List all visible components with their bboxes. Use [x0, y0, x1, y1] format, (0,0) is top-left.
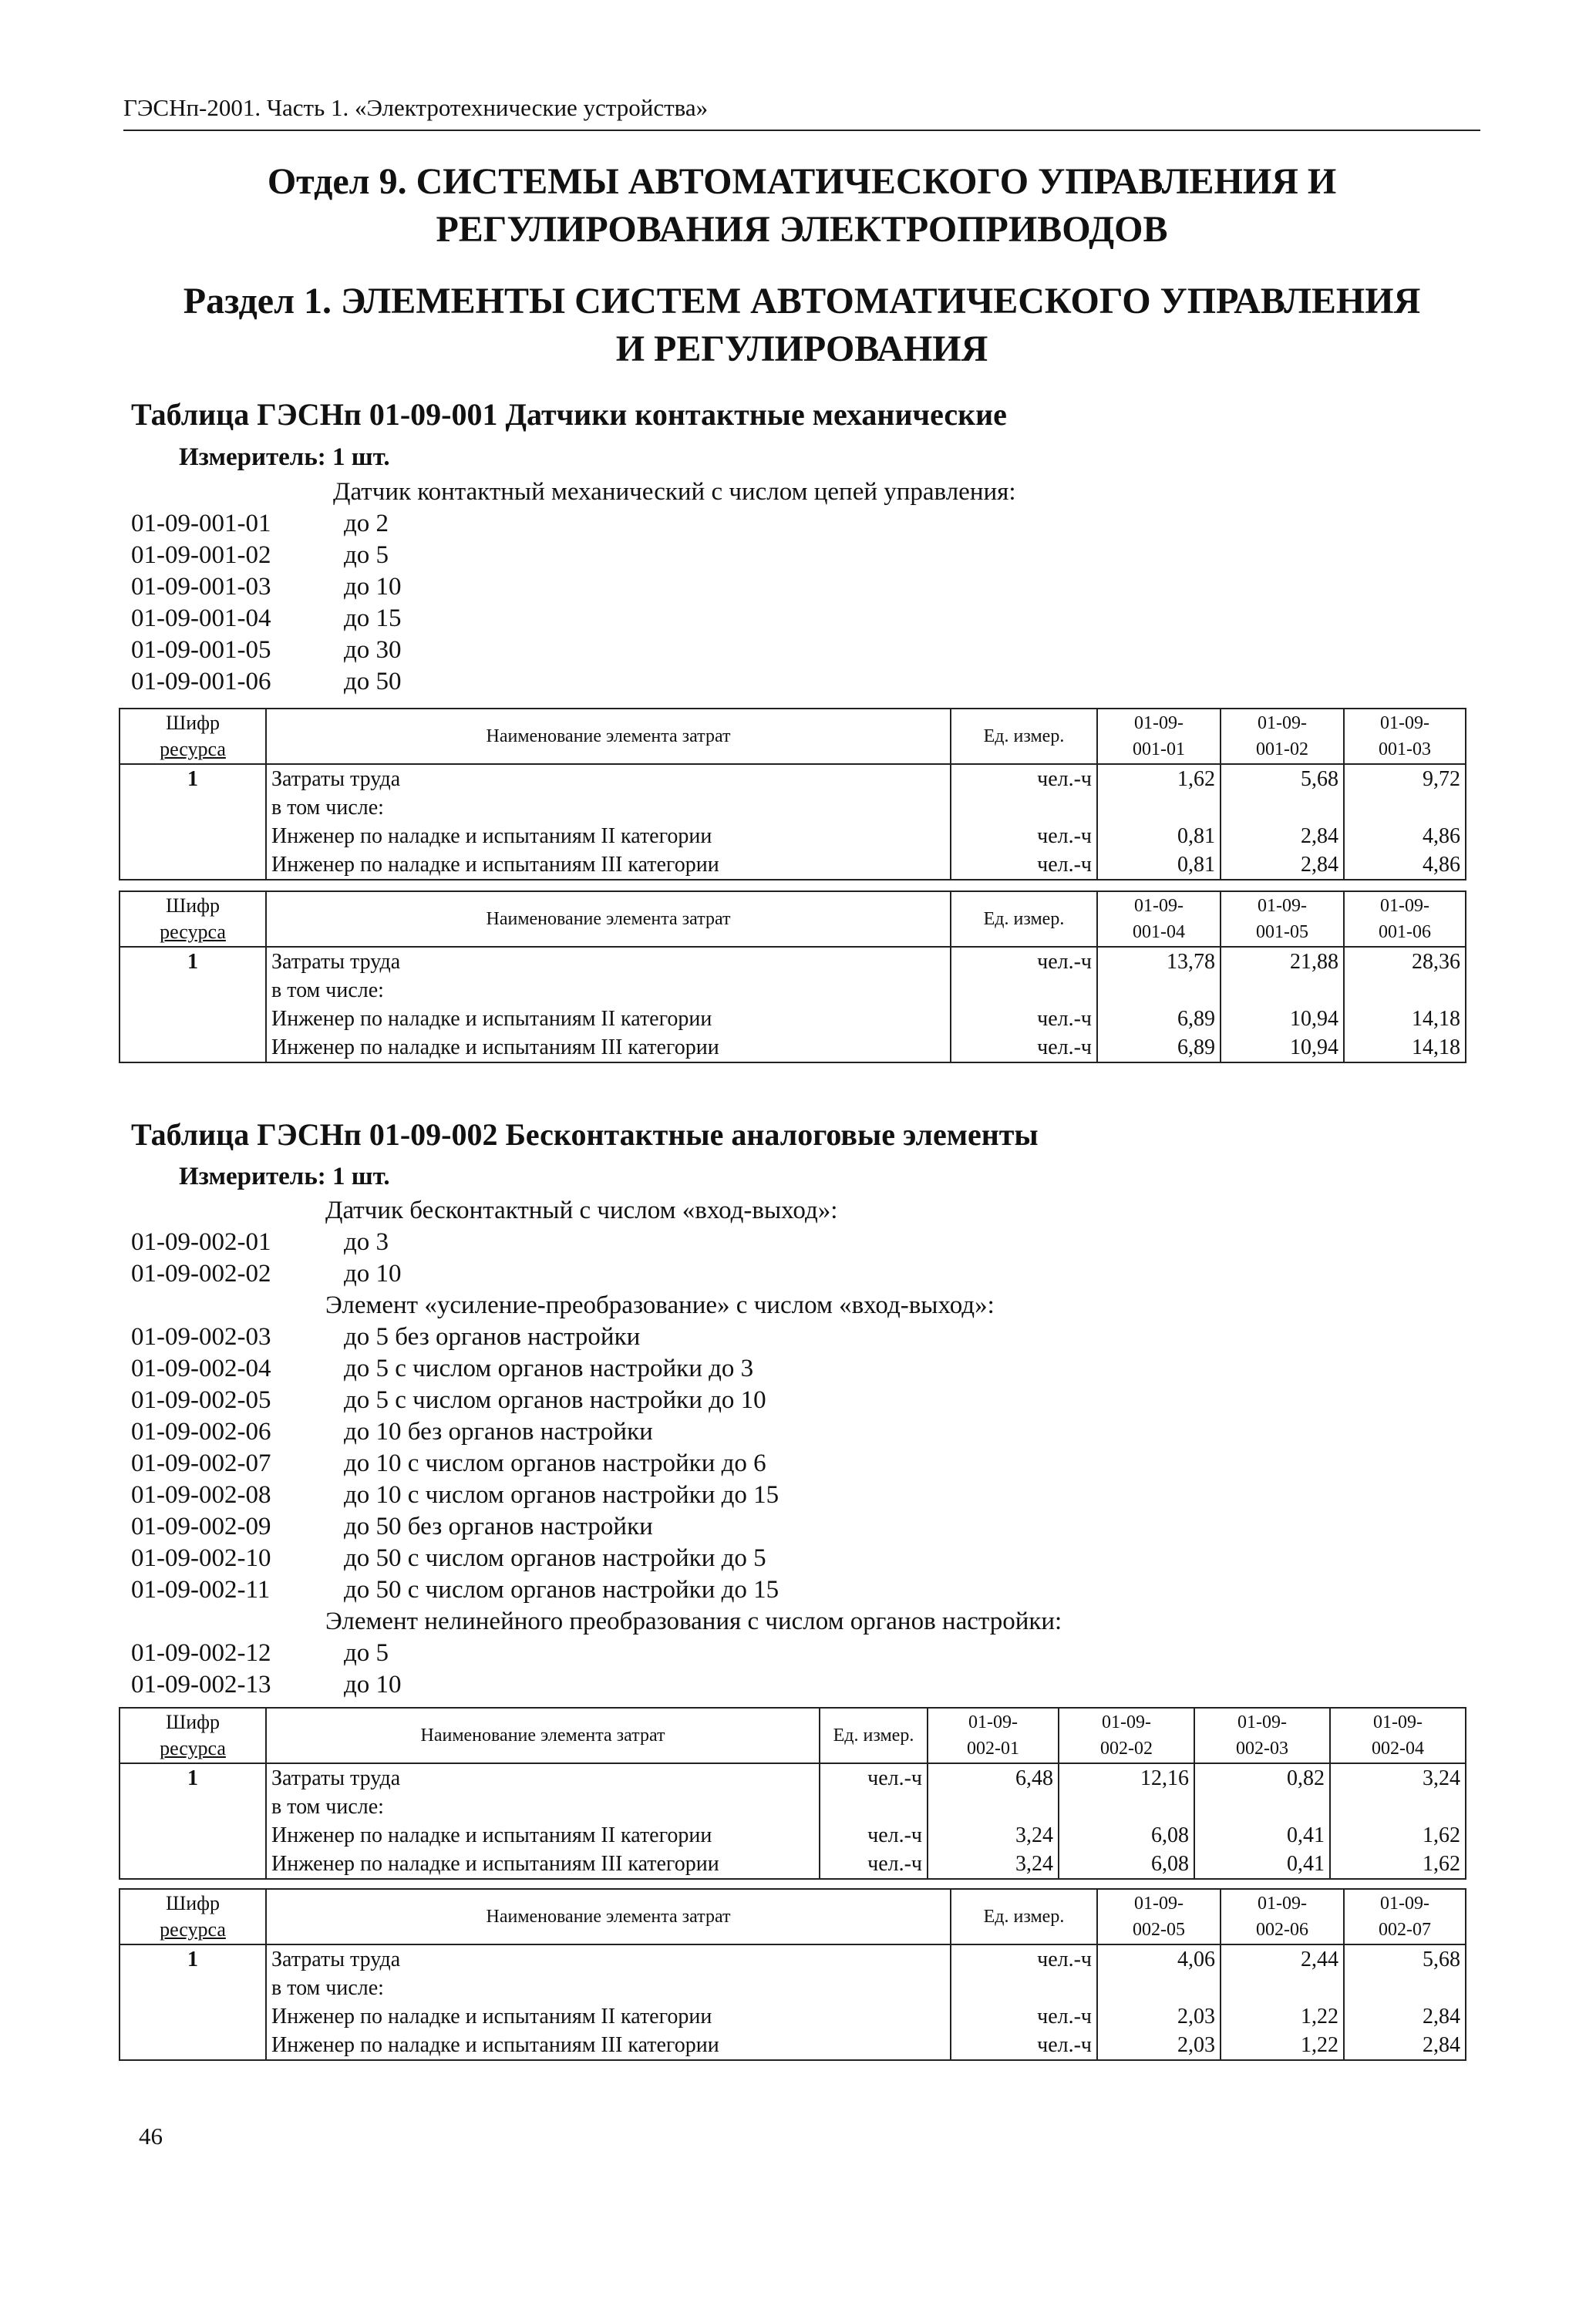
item-description: до 10 с числом органов настройки до 6: [344, 1449, 766, 1477]
table-01-09-001-intro: Датчик контактный механический с числом цепей управления:: [333, 478, 1016, 506]
item-description: до 5 с числом органов настройки до 10: [344, 1386, 766, 1414]
norm-code-header: 01-09- 002-03: [1194, 1708, 1330, 1763]
cost-element-name: Инженер по наладке и испытаниям II категории: [266, 2002, 951, 2031]
item-code: 01-09-002-01: [131, 1228, 271, 1256]
norms-table-01-09-001-block-1: [119, 708, 1466, 880]
norms-table-01-09-002-block-2: [119, 1888, 1466, 2061]
cost-element-name: Инженер по наладке и испытаниям III категории: [266, 1850, 820, 1879]
resource-code: 1: [120, 764, 266, 793]
table-row: [120, 2031, 1466, 2060]
resource-code-header: Шифр ресурса: [120, 1708, 266, 1763]
section-title-line-2: И РЕГУЛИРОВАНИЯ: [615, 328, 988, 369]
table-row: [120, 1974, 1466, 2002]
cost-element-name: в том числе:: [266, 976, 951, 1005]
norms-table-01-09-002-block-1: [119, 1707, 1466, 1880]
norm-value: 10,94: [1221, 1005, 1344, 1033]
norm-value: [1344, 976, 1466, 1005]
item-code: 01-09-002-07: [131, 1449, 271, 1477]
table-row: [120, 1005, 1466, 1033]
table-header-row: [120, 1889, 1466, 1944]
norm-value: [1194, 1793, 1330, 1821]
norm-value: 3,24: [928, 1821, 1059, 1850]
unit: чел.-ч: [951, 947, 1097, 976]
table-row: [120, 1793, 1466, 1821]
cost-element-name: Затраты труда: [266, 1944, 951, 1974]
norm-value: 2,03: [1097, 2031, 1221, 2060]
cost-element-name: в том числе:: [266, 1974, 951, 2002]
norm-value: 14,18: [1344, 1033, 1466, 1062]
norm-value: 2,03: [1097, 2002, 1221, 2031]
item-code: 01-09-002-06: [131, 1418, 271, 1446]
norm-value: [1059, 1793, 1194, 1821]
resource-code: [120, 1005, 266, 1033]
table-01-09-002-measure: Измеритель: 1 шт.: [179, 1163, 390, 1190]
item-description: до 30: [344, 636, 402, 664]
norm-value: 5,68: [1344, 1944, 1466, 1974]
norm-value: 3,24: [928, 1850, 1059, 1879]
unit-header: Ед. измер.: [951, 1889, 1097, 1944]
unit: [951, 976, 1097, 1005]
norm-value: 4,86: [1344, 822, 1466, 850]
table-row: [120, 850, 1466, 880]
resource-code: [120, 850, 266, 880]
norm-code-header: 01-09- 002-05: [1097, 1889, 1221, 1944]
norm-value: 1,62: [1097, 764, 1221, 793]
item-code: 01-09-001-06: [131, 668, 271, 695]
cost-element-name: в том числе:: [266, 1793, 820, 1821]
cost-element-header: Наименование элемента затрат: [266, 709, 951, 764]
norm-code-header: 01-09- 002-07: [1344, 1889, 1466, 1944]
unit: [951, 1974, 1097, 2002]
norm-value: 12,16: [1059, 1763, 1194, 1793]
table-header-row: [120, 1708, 1466, 1763]
resource-code: [120, 1821, 266, 1850]
norm-value: 0,41: [1194, 1850, 1330, 1879]
page-number: 46: [139, 2123, 163, 2150]
table-row: [120, 1944, 1466, 1974]
item-code: 01-09-001-03: [131, 573, 271, 601]
unit: чел.-ч: [951, 850, 1097, 880]
cost-element-name: в том числе:: [266, 793, 951, 822]
resource-code-header: Шифр ресурса: [120, 1889, 266, 1944]
norm-value: [1330, 1793, 1466, 1821]
norm-value: 6,08: [1059, 1821, 1194, 1850]
unit: чел.-ч: [820, 1850, 928, 1879]
table-row: [120, 1763, 1466, 1793]
cost-element-name: Инженер по наладке и испытаниям II категории: [266, 822, 951, 850]
norm-value: 2,84: [1344, 2031, 1466, 2060]
unit: чел.-ч: [951, 2031, 1097, 2060]
norm-value: 2,84: [1221, 850, 1344, 880]
unit: чел.-ч: [951, 822, 1097, 850]
cost-element-name: Затраты труда: [266, 1763, 820, 1793]
item-description: до 50 с числом органов настройки до 5: [344, 1544, 766, 1572]
norm-value: 1,22: [1221, 2002, 1344, 2031]
running-header: ГЭСНп-2001. Часть 1. «Электротехнические устройства»: [123, 94, 1480, 131]
unit: чел.-ч: [951, 1005, 1097, 1033]
cost-element-header: Наименование элемента затрат: [266, 1708, 820, 1763]
norm-value: 0,81: [1097, 822, 1221, 850]
resource-code: 1: [120, 1944, 266, 1974]
norm-value: [1221, 793, 1344, 822]
resource-code: [120, 976, 266, 1005]
item-description: до 50: [344, 668, 402, 695]
norm-value: 1,62: [1330, 1850, 1466, 1879]
norm-value: [1221, 1974, 1344, 2002]
cost-element-header: Наименование элемента затрат: [266, 891, 951, 947]
norms-table-01-09-001-block-2: [119, 891, 1466, 1063]
resource-code: [120, 1793, 266, 1821]
cost-element-name: Инженер по наладке и испытаниям II категории: [266, 1005, 951, 1033]
norm-value: 2,84: [1221, 822, 1344, 850]
norm-value: [1097, 976, 1221, 1005]
table-row: [120, 1850, 1466, 1879]
table-row: [120, 976, 1466, 1005]
norm-value: 21,88: [1221, 947, 1344, 976]
item-code: 01-09-002-13: [131, 1671, 271, 1699]
table-row: [120, 1821, 1466, 1850]
table-01-09-001-title: Таблица ГЭСНп 01-09-001 Датчики контактные механические: [131, 397, 1007, 432]
norm-value: 14,18: [1344, 1005, 1466, 1033]
norm-value: [928, 1793, 1059, 1821]
norm-value: 0,81: [1097, 850, 1221, 880]
item-code: 01-09-001-04: [131, 604, 271, 632]
norm-value: 10,94: [1221, 1033, 1344, 1062]
norm-value: [1221, 976, 1344, 1005]
resource-code: [120, 1974, 266, 2002]
table-row: [120, 764, 1466, 793]
resource-code: [120, 1850, 266, 1879]
norm-value: 5,68: [1221, 764, 1344, 793]
item-description: до 5: [344, 1639, 389, 1667]
item-description: до 5 без органов настройки: [344, 1323, 641, 1351]
item-code: 01-09-001-01: [131, 510, 271, 537]
table-01-09-001-measure: Измеритель: 1 шт.: [179, 443, 390, 471]
norm-value: 2,84: [1344, 2002, 1466, 2031]
item-description: до 50 без органов настройки: [344, 1513, 653, 1540]
department-title: [123, 158, 1480, 254]
norm-value: 1,22: [1221, 2031, 1344, 2060]
resource-code: 1: [120, 947, 266, 976]
resource-code-header: Шифр ресурса: [120, 891, 266, 947]
item-description: до 10 с числом органов настройки до 15: [344, 1481, 779, 1509]
item-code: 01-09-002-05: [131, 1386, 271, 1414]
resource-code: 1: [120, 1763, 266, 1793]
item-code: 01-09-002-11: [131, 1576, 271, 1604]
unit-header: Ед. измер.: [951, 891, 1097, 947]
norm-value: 4,86: [1344, 850, 1466, 880]
norm-value: 1,62: [1330, 1821, 1466, 1850]
norm-code-header: 01-09- 001-01: [1097, 709, 1221, 764]
unit: чел.-ч: [951, 2002, 1097, 2031]
unit: чел.-ч: [820, 1821, 928, 1850]
table-header-row: [120, 891, 1466, 947]
norm-value: 3,24: [1330, 1763, 1466, 1793]
norm-code-header: 01-09- 002-02: [1059, 1708, 1194, 1763]
unit: чел.-ч: [820, 1763, 928, 1793]
table-row: [120, 947, 1466, 976]
resource-code: [120, 2002, 266, 2031]
item-description: до 10: [344, 1260, 402, 1288]
norm-code-header: 01-09- 002-01: [928, 1708, 1059, 1763]
item-code: 01-09-001-05: [131, 636, 271, 664]
item-description: до 10 без органов настройки: [344, 1418, 653, 1446]
norm-code-header: 01-09- 001-05: [1221, 891, 1344, 947]
item-description: до 5 с числом органов настройки до 3: [344, 1355, 754, 1382]
cost-element-name: Инженер по наладке и испытаниям III категории: [266, 2031, 951, 2060]
item-description: до 50 с числом органов настройки до 15: [344, 1576, 779, 1604]
item-code: 01-09-002-10: [131, 1544, 271, 1572]
item-code: 01-09-002-09: [131, 1513, 271, 1540]
unit: чел.-ч: [951, 764, 1097, 793]
item-description: до 15: [344, 604, 402, 632]
item-description: до 2: [344, 510, 389, 537]
resource-code: [120, 1033, 266, 1062]
table-row: [120, 822, 1466, 850]
resource-code-header: Шифр ресурса: [120, 709, 266, 764]
norm-value: [1344, 793, 1466, 822]
norm-value: [1097, 1974, 1221, 2002]
norm-value: 6,48: [928, 1763, 1059, 1793]
norm-value: 6,08: [1059, 1850, 1194, 1879]
norm-value: [1097, 793, 1221, 822]
item-code: 01-09-002-03: [131, 1323, 271, 1351]
norm-code-header: 01-09- 001-04: [1097, 891, 1221, 947]
norm-value: 28,36: [1344, 947, 1466, 976]
unit-header: Ед. измер.: [820, 1708, 928, 1763]
table-01-09-002-intro-1: Датчик бесконтактный с числом «вход-выход»:: [325, 1197, 838, 1224]
table-row: [120, 1033, 1466, 1062]
item-code: 01-09-002-12: [131, 1639, 271, 1667]
resource-code: [120, 822, 266, 850]
item-code: 01-09-002-02: [131, 1260, 271, 1288]
norm-value: 6,89: [1097, 1005, 1221, 1033]
norm-code-header: 01-09- 001-02: [1221, 709, 1344, 764]
section-title: [123, 278, 1480, 373]
department-title-line-2: РЕГУЛИРОВАНИЯ ЭЛЕКТРОПРИВОДОВ: [436, 209, 1168, 250]
norm-code-header: 01-09- 002-06: [1221, 1889, 1344, 1944]
table-row: [120, 793, 1466, 822]
norm-value: 6,89: [1097, 1033, 1221, 1062]
cost-element-header: Наименование элемента затрат: [266, 1889, 951, 1944]
norm-value: 0,41: [1194, 1821, 1330, 1850]
unit: [820, 1793, 928, 1821]
table-row: [120, 2002, 1466, 2031]
item-code: 01-09-001-02: [131, 541, 271, 569]
table-header-row: [120, 709, 1466, 764]
item-code: 01-09-002-08: [131, 1481, 271, 1509]
cost-element-name: Инженер по наладке и испытаниям II категории: [266, 1821, 820, 1850]
table-01-09-002-title: Таблица ГЭСНп 01-09-002 Бесконтактные аналоговые элементы: [131, 1117, 1039, 1152]
section-title-line-1: Раздел 1. ЭЛЕМЕНТЫ СИСТЕМ АВТОМАТИЧЕСКОГО УПРАВЛЕНИЯ: [183, 281, 1421, 322]
resource-code: [120, 793, 266, 822]
norm-value: [1344, 1974, 1466, 2002]
norm-value: 13,78: [1097, 947, 1221, 976]
item-description: до 3: [344, 1228, 389, 1256]
cost-element-name: Затраты труда: [266, 947, 951, 976]
table-01-09-002-intro-3: Элемент нелинейного преобразования с числом органов настройки:: [325, 1608, 1062, 1635]
item-description: до 10: [344, 573, 402, 601]
item-code: 01-09-002-04: [131, 1355, 271, 1382]
norm-value: 0,82: [1194, 1763, 1330, 1793]
cost-element-name: Затраты труда: [266, 764, 951, 793]
item-description: до 5: [344, 541, 389, 569]
cost-element-name: Инженер по наладке и испытаниям III категории: [266, 850, 951, 880]
table-01-09-002-intro-2: Элемент «усиление-преобразование» с числом «вход-выход»:: [325, 1291, 995, 1319]
unit: [951, 793, 1097, 822]
cost-element-name: Инженер по наладке и испытаниям III категории: [266, 1033, 951, 1062]
norm-value: 4,06: [1097, 1944, 1221, 1974]
unit: чел.-ч: [951, 1033, 1097, 1062]
unit: чел.-ч: [951, 1944, 1097, 1974]
norm-code-header: 01-09- 002-04: [1330, 1708, 1466, 1763]
norm-value: 9,72: [1344, 764, 1466, 793]
item-description: до 10: [344, 1671, 402, 1699]
norm-code-header: 01-09- 001-03: [1344, 709, 1466, 764]
department-title-line-1: Отдел 9. СИСТЕМЫ АВТОМАТИЧЕСКОГО УПРАВЛЕНИЯ И: [267, 161, 1337, 202]
norm-code-header: 01-09- 001-06: [1344, 891, 1466, 947]
unit-header: Ед. измер.: [951, 709, 1097, 764]
resource-code: [120, 2031, 266, 2060]
norm-value: 2,44: [1221, 1944, 1344, 1974]
